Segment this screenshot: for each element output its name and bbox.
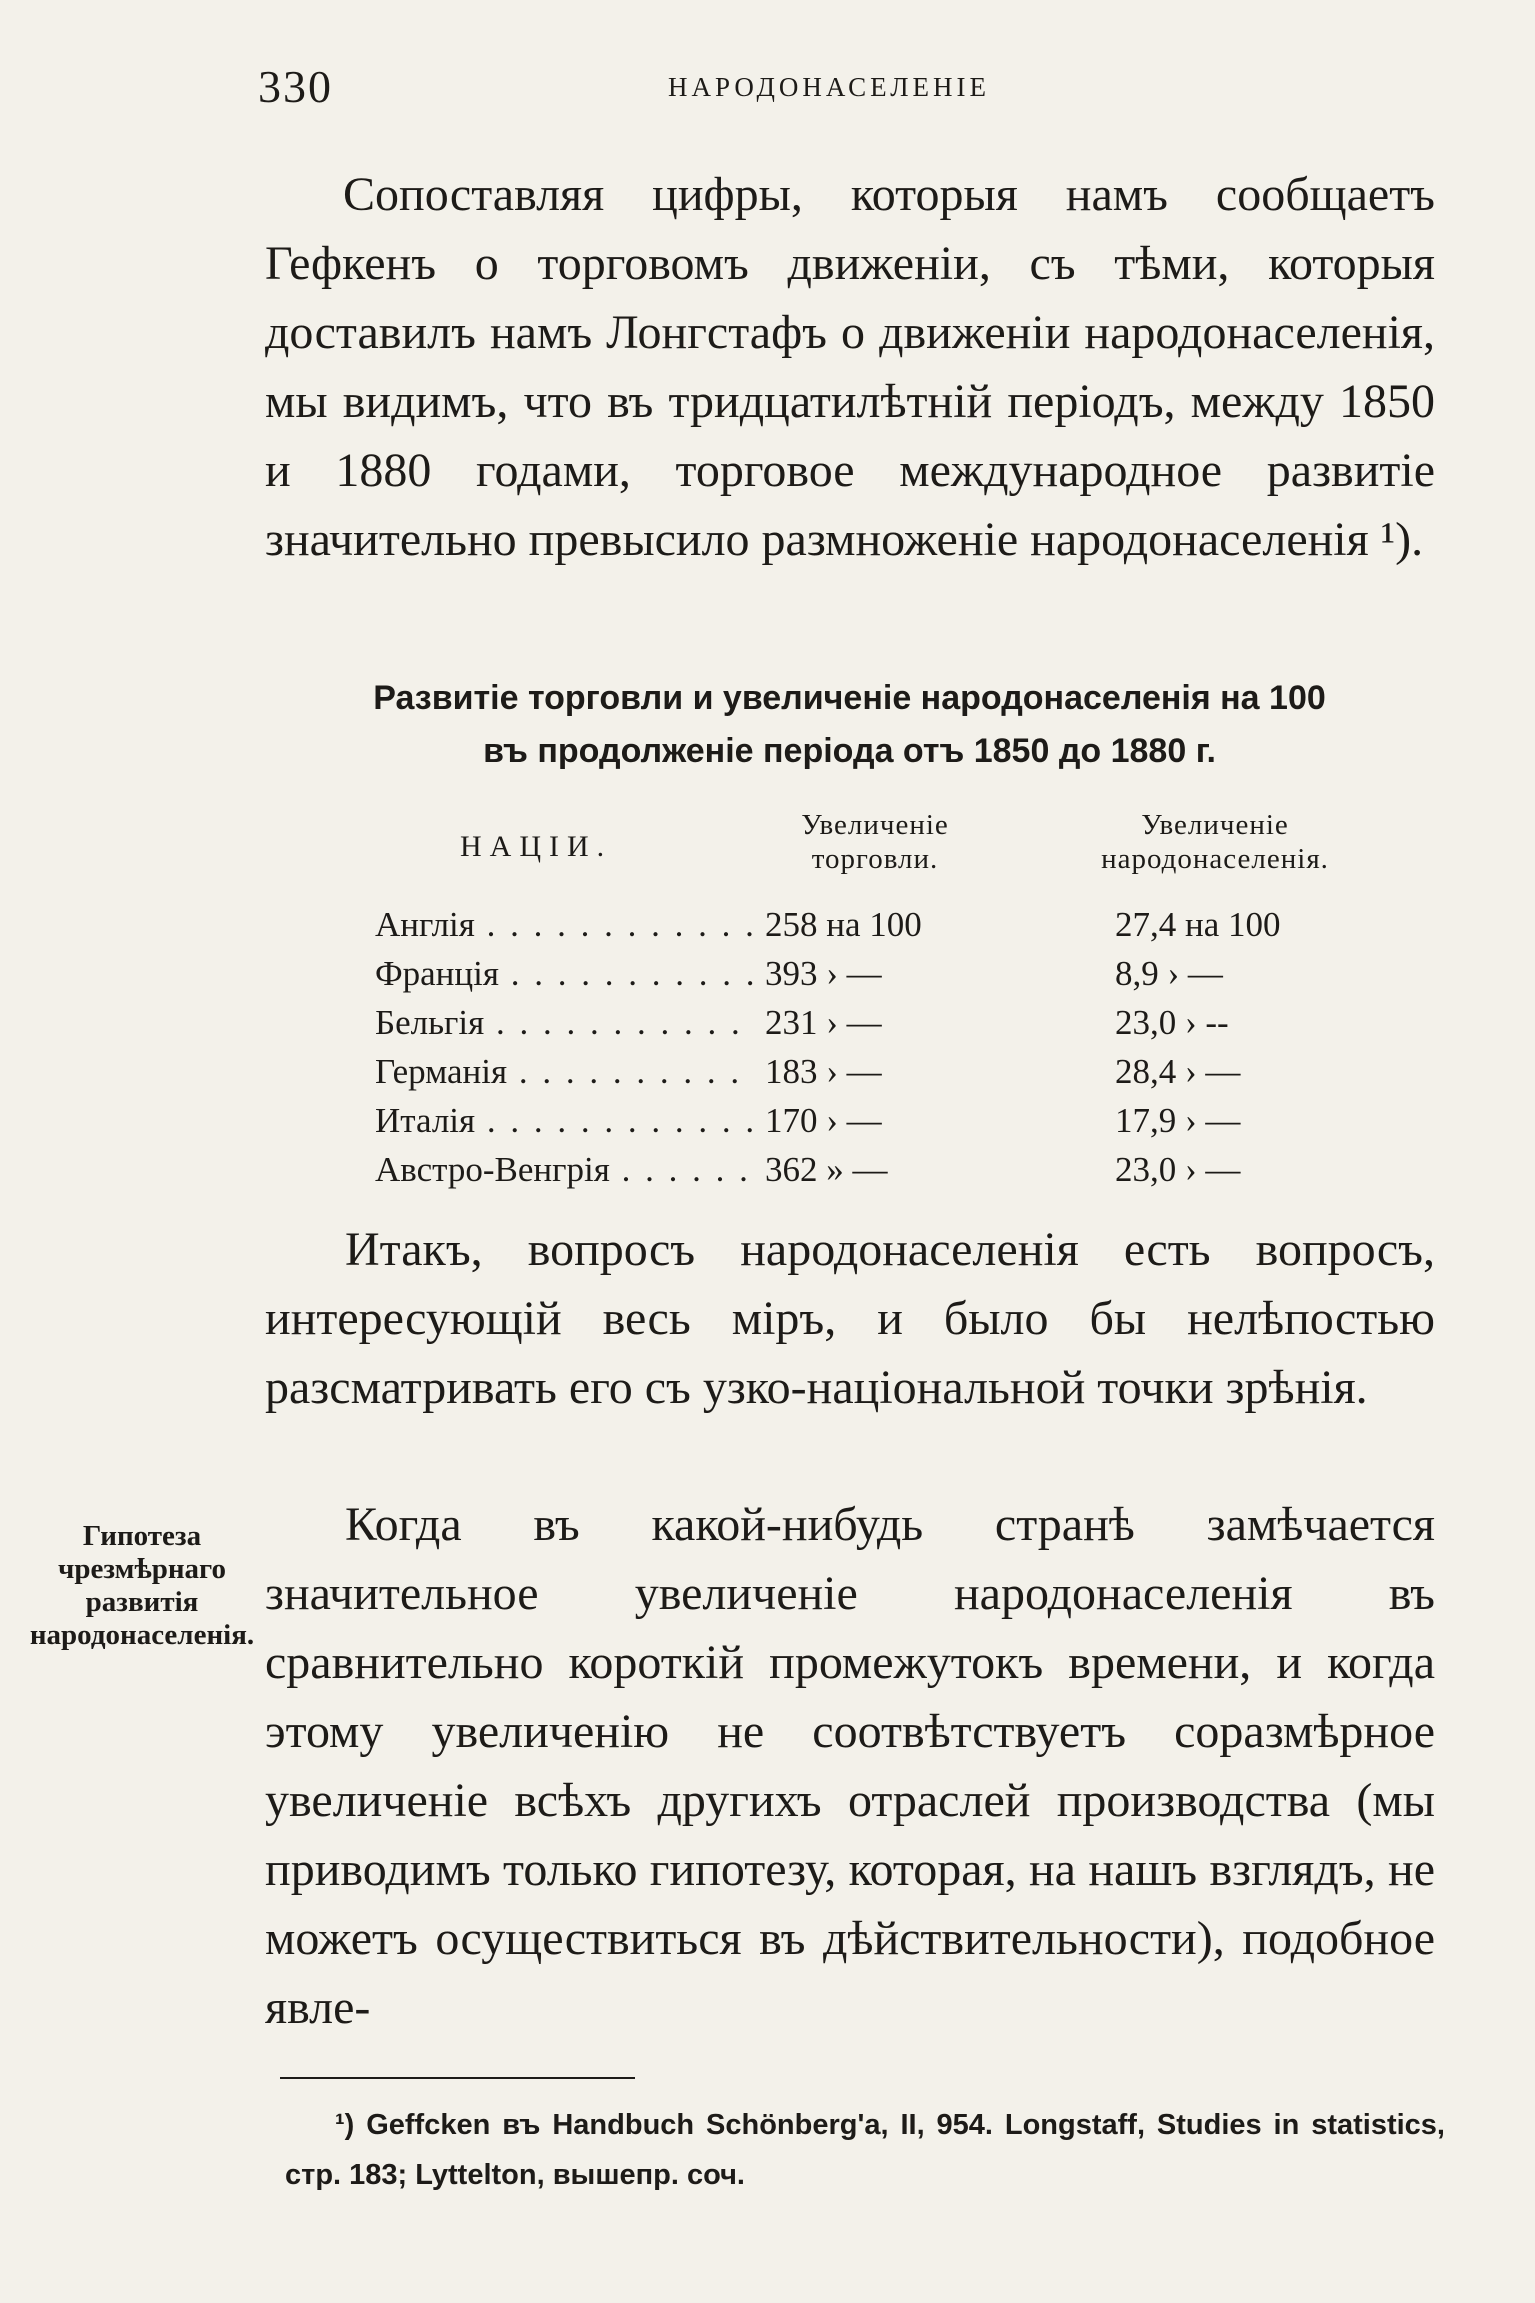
footnote: ¹) Geffcken въ Handbuch Schönberg'a, II, 954. Longstaff, Studies in statistics, стр. 183; Lyttelton, вышепр. соч. (285, 2109, 1445, 2191)
population-increase: 17,9 › — (1115, 1101, 1241, 1140)
country-name: Англія . . . (375, 900, 755, 949)
page-header (258, 60, 1448, 120)
column-header-trade-line1: Увеличеніе (801, 809, 949, 841)
trade-increase: 393 › — (765, 954, 882, 993)
paragraph-trade-comparison: Сопоставляя цифры, которыя намъ сообщаетъ Гефкенъ о торговомъ движеніи, съ тѣми, которыя доставилъ намъ Лонгстафъ о движеніи народонаселенія, мы видимъ, что въ тридцатилѣтній періодъ, между 1850 и 1880 годами, торговое международное развитіе значительно превысило размноженіе народонаселенія ¹). (265, 168, 1435, 566)
table-caption-line2: въ продолженіе періода отъ 1850 до 1880 г. (483, 732, 1216, 770)
country-name: Италія . . . (375, 1096, 755, 1145)
population-increase: 23,0 › -- (1115, 1003, 1229, 1042)
country-name: Австро-Венгрія . . . (375, 1145, 755, 1194)
population-increase: 28,4 › — (1115, 1052, 1241, 1091)
population-increase: 23,0 › — (1115, 1150, 1241, 1189)
column-header-population (1060, 808, 1370, 876)
table-body (375, 900, 1385, 1194)
column-header-population-line2: народонаселенія. (1101, 843, 1329, 875)
country-name: Германія . . . (375, 1047, 755, 1096)
footnote-divider (280, 2077, 635, 2079)
table-row (375, 998, 1385, 1047)
trade-increase: 362 » — (765, 1150, 888, 1189)
table-caption (262, 672, 1437, 778)
country-name: Бельгія . . . (375, 998, 755, 1047)
population-increase: 27,4 на 100 (1115, 905, 1281, 944)
country-name: Франція . . . (375, 949, 755, 998)
margin-note: Гипотеза чрезмѣрнаго развитія народонаселенія. (29, 1520, 255, 1651)
page-number: 330 (258, 61, 333, 112)
column-header-nations: НАЦІИ. (460, 830, 613, 863)
table-row (375, 1096, 1385, 1145)
trade-increase: 170 › — (765, 1101, 882, 1140)
paragraph-world-question: Итакъ, вопросъ народонаселенія есть вопросъ, интересующій весь міръ, и было бы нелѣпостью разсматривать его съ узко-національной точки зрѣнія. (265, 1223, 1435, 1414)
trade-increase: 231 › — (765, 1003, 882, 1042)
running-head: НАРОДОНАСЕЛЕНІЕ (668, 72, 990, 102)
table-row (375, 949, 1385, 998)
column-header-trade-line2: торговли. (811, 843, 939, 875)
population-increase: 8,9 › — (1115, 954, 1223, 993)
column-header-trade (755, 808, 995, 876)
paragraph-hypothesis: Когда въ какой-нибудь странѣ замѣчается значительное увеличеніе народонаселенія въ сравнительно короткій промежутокъ времени, и когда этому увеличенію не соотвѣтствуетъ соразмѣрное увеличеніе всѣхъ другихъ отраслей производства (мы приводимъ только гипотезу, которая, на нашъ взглядъ, не можетъ осуществиться въ дѣйствительности), подобное явле- (265, 1498, 1435, 2034)
trade-increase: 258 на 100 (765, 905, 922, 944)
table-row (375, 1145, 1385, 1194)
table-row (375, 1047, 1385, 1096)
trade-increase: 183 › — (765, 1052, 882, 1091)
column-header-population-line1: Увеличеніе (1141, 809, 1289, 841)
table-caption-line1: Развитіе торговли и увеличеніе народонаселенія на 100 (373, 679, 1326, 717)
table-row (375, 900, 1385, 949)
